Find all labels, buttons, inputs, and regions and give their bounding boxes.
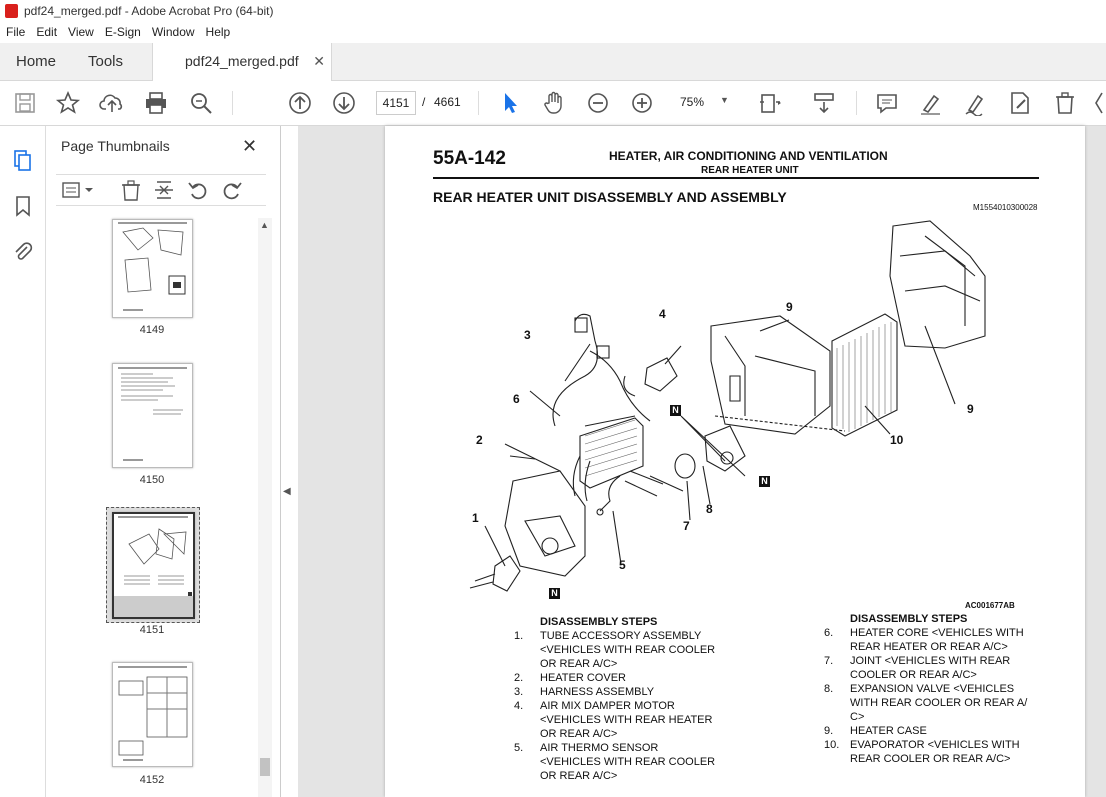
thumbnail-label-4151: 4151 — [139, 624, 165, 636]
thumbnail-label-4149: 4149 — [139, 324, 165, 336]
callout-9: 9 — [967, 402, 974, 416]
callout-2: 2 — [476, 433, 483, 447]
menu-esign[interactable]: E-Sign — [104, 25, 141, 39]
tab-tools[interactable]: Tools — [88, 53, 124, 70]
panel-collapse-chevron-icon[interactable]: ◀ — [283, 486, 291, 497]
thumbnail-page-4150[interactable] — [112, 363, 193, 468]
panel-title: Page Thumbnails — [61, 138, 170, 154]
tab-document[interactable] — [152, 43, 332, 81]
title-bar — [0, 0, 1106, 22]
select-cursor-icon[interactable] — [497, 90, 523, 116]
subsection-heading: REAR HEATER UNIT — [701, 165, 799, 176]
page-separator: / — [422, 95, 426, 109]
thumbnail-preview — [113, 364, 192, 467]
delete-trash-icon[interactable] — [1052, 90, 1078, 116]
fill-sign-icon[interactable] — [963, 90, 989, 116]
n-mark: N — [759, 476, 770, 487]
total-pages: 4661 — [434, 95, 461, 109]
menu-file[interactable]: File — [6, 25, 26, 39]
pdf-page — [385, 126, 1085, 797]
zoom-search-icon[interactable] — [188, 90, 214, 116]
more-tools-icon[interactable] — [1094, 90, 1106, 116]
thumbnail-page-4149[interactable] — [112, 219, 193, 318]
step-item: 9. HEATER CASE — [824, 725, 927, 737]
tab-home[interactable]: Home — [16, 53, 57, 70]
menu-edit[interactable]: Edit — [36, 25, 58, 39]
thumbnail-options-icon[interactable] — [61, 179, 97, 201]
scroll-up-chevron-icon[interactable]: ▲ — [260, 220, 269, 230]
star-icon[interactable] — [55, 90, 81, 116]
bookmark-icon[interactable] — [11, 194, 35, 218]
menu-bar — [0, 22, 1106, 43]
thumbnail-page-4151-selected[interactable] — [112, 512, 195, 619]
steps-heading: DISASSEMBLY STEPS — [540, 616, 658, 628]
delete-page-icon[interactable] — [119, 179, 143, 201]
section-heading: HEATER, AIR CONDITIONING AND VENTILATION — [609, 149, 888, 163]
steps-heading: DISASSEMBLY STEPS — [850, 613, 968, 625]
figure-code: AC001677AB — [965, 601, 1015, 610]
upload-cloud-icon[interactable] — [99, 90, 125, 116]
thumbnail-preview — [113, 220, 192, 317]
step-item: 6. HEATER CORE <VEHICLES WITH REAR HEATER OR REAR A/C> — [824, 627, 1024, 653]
callout-4: 4 — [659, 307, 666, 321]
tab-bar — [0, 43, 1106, 81]
step-item: 5. AIR THERMO SENSOR <VEHICLES WITH REAR COOLER OR REAR A/C> — [514, 742, 716, 782]
comment-icon[interactable] — [874, 90, 900, 116]
thumbnail-scrollbar[interactable] — [258, 218, 272, 797]
step-item: 7. JOINT <VEHICLES WITH REAR COOLER OR REAR A/C> — [824, 655, 1011, 681]
callout-1: 1 — [472, 511, 479, 525]
callout-8: 8 — [706, 502, 713, 516]
rotate-left-icon[interactable] — [186, 179, 210, 201]
step-item: 8. EXPANSION VALVE <VEHICLES WITH REAR COOLER OR REAR A/ C> — [824, 683, 1028, 723]
document-code: M1554010300028 — [973, 203, 1038, 212]
page-number-heading: 55A-142 — [433, 148, 506, 169]
next-page-icon[interactable] — [331, 90, 357, 116]
disassembly-steps-right — [824, 612, 1054, 766]
callout-9: 9 — [786, 300, 793, 314]
panel-close-icon[interactable]: ✕ — [242, 136, 258, 156]
toolbar-divider — [478, 91, 479, 115]
toolbar-divider — [232, 91, 233, 115]
highlight-pen-icon[interactable] — [918, 90, 944, 116]
thumbnail-label-4150: 4150 — [139, 474, 165, 486]
page-thumbnails-icon[interactable] — [11, 148, 35, 172]
page-number-input[interactable]: 4151 — [376, 91, 416, 115]
n-mark: N — [549, 588, 560, 599]
save-icon[interactable] — [12, 90, 38, 116]
step-item: 1. TUBE ACCESSORY ASSEMBLY <VEHICLES WITH REAR COOLER OR REAR A/C> — [514, 630, 716, 670]
callout-1: 3 — [524, 328, 531, 342]
thumbnail-page-4152[interactable] — [112, 662, 193, 767]
hand-tool-icon[interactable] — [541, 90, 567, 116]
toolbar-divider — [856, 91, 857, 115]
previous-page-icon[interactable] — [287, 90, 313, 116]
tab-close-icon[interactable]: ✕ — [313, 53, 325, 69]
window-title: pdf24_merged.pdf - Adobe Acrobat Pro (64-bit) — [24, 4, 274, 18]
tab-document-label: pdf24_merged.pdf — [185, 53, 299, 69]
disassembly-steps-left — [514, 615, 744, 783]
exploded-view-illustration — [385, 126, 1085, 606]
menu-window[interactable]: Window — [151, 25, 195, 39]
step-item: 4. AIR MIX DAMPER MOTOR <VEHICLES WITH REAR HEATER OR REAR A/C> — [514, 700, 713, 740]
step-item: 2. HEATER COVER — [514, 672, 626, 684]
thumbnail-toolbar — [56, 174, 266, 206]
n-mark: N — [670, 405, 681, 416]
zoom-level-select[interactable]: 75% — [680, 95, 705, 109]
menu-view[interactable]: View — [68, 25, 94, 39]
thumbnail-preview — [114, 514, 193, 617]
callout-6: 6 — [513, 392, 520, 406]
main-toolbar — [0, 81, 1106, 126]
attachment-icon[interactable] — [11, 240, 35, 264]
rotate-right-icon[interactable] — [220, 179, 244, 201]
callout-5: 5 — [619, 558, 626, 572]
zoom-out-icon[interactable] — [585, 90, 611, 116]
callout-10: 10 — [890, 433, 904, 447]
callout-7: 7 — [683, 519, 690, 533]
page-fit-icon[interactable] — [757, 90, 783, 116]
scroll-mode-icon[interactable] — [811, 90, 837, 116]
page-title: REAR HEATER UNIT DISASSEMBLY AND ASSEMBLY — [433, 189, 787, 205]
edit-pdf-icon[interactable] — [1007, 90, 1033, 116]
step-item: 3. HARNESS ASSEMBLY — [514, 686, 655, 698]
extract-page-icon[interactable] — [152, 179, 176, 201]
print-icon[interactable] — [143, 90, 169, 116]
zoom-chevron-down-icon[interactable]: ▼ — [720, 95, 729, 105]
menu-help[interactable]: Help — [205, 25, 231, 39]
thumbnail-preview — [113, 663, 192, 766]
thumbnail-label-4152: 4152 — [139, 774, 165, 786]
step-item: 10. EVAPORATOR <VEHICLES WITH REAR COOLER OR REAR A/C> — [824, 739, 1020, 765]
scrollbar-thumb[interactable] — [260, 758, 270, 776]
acrobat-app-icon — [5, 4, 18, 18]
zoom-in-icon[interactable] — [629, 90, 655, 116]
left-navigation-rail — [0, 126, 46, 797]
